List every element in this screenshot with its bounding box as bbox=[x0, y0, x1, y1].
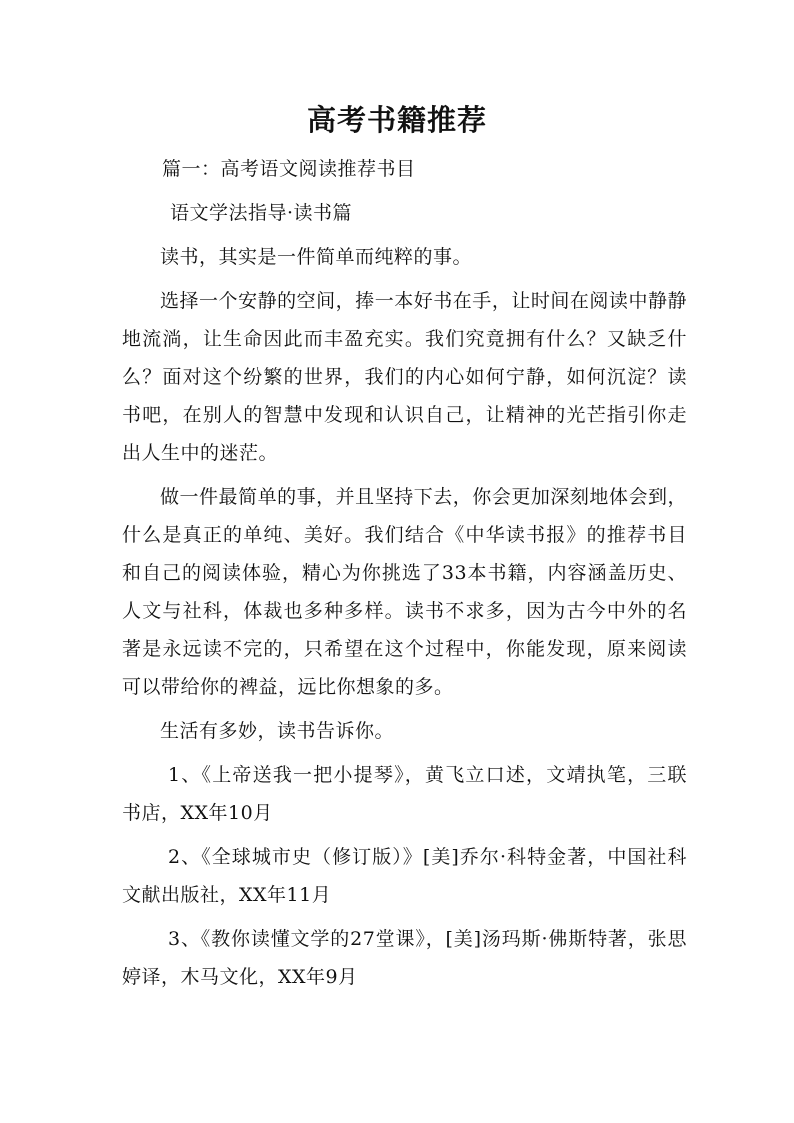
page-title: 高考书籍推荐 bbox=[306, 103, 487, 137]
section-heading: 篇一：高考语文阅读推荐书目 bbox=[162, 158, 416, 180]
book-list-item-3: 3、《教你读懂文学的27堂课》，[美]汤玛斯·佛斯特著，张思婷译，木马文化，XX年9月 bbox=[122, 928, 687, 988]
paragraph-4: 生活有多妙，读书告诉你。 bbox=[160, 720, 395, 742]
paragraph-1: 读书，其实是一件简单而纯粹的事。 bbox=[160, 246, 473, 268]
paragraph-2: 选择一个安静的空间，捧一本好书在手，让时间在阅读中静静地流淌，让生命因此而丰盈充实。我们究竟拥有什么？又缺乏什么？面对这个纷繁的世界，我们的内心如何宁静，如何沉淀？读书吧，在别人的智慧中发现和认识自己，让精神的光芒指引你走出人生中的迷茫。 bbox=[122, 290, 687, 464]
document-body bbox=[122, 150, 687, 996]
book-list-item-1: 1、《上帝送我一把小提琴》，黄飞立口述，文靖执笔，三联书店，XX年10月 bbox=[122, 764, 687, 824]
book-list-item-2: 2、《全球城市史（修订版）》[美]乔尔·科特金著，中国社科文献出版社，XX年11月 bbox=[122, 846, 687, 906]
subheading: 语文学法指导·读书篇 bbox=[170, 202, 353, 224]
paragraph-3: 做一件最简单的事，并且坚持下去，你会更加深刻地体会到，什么是真正的单纯、美好。我们结合《中华读书报》的推荐书目和自己的阅读体验，精心为你挑选了33本书籍，内容涵盖历史、人文与社科，体裁也多种多样。读书不求多，因为古今中外的名著是永远读不完的，只希望在这个过程中，你能发现，原来阅读可以带给你的裨益，远比你想象的多。 bbox=[122, 486, 687, 698]
